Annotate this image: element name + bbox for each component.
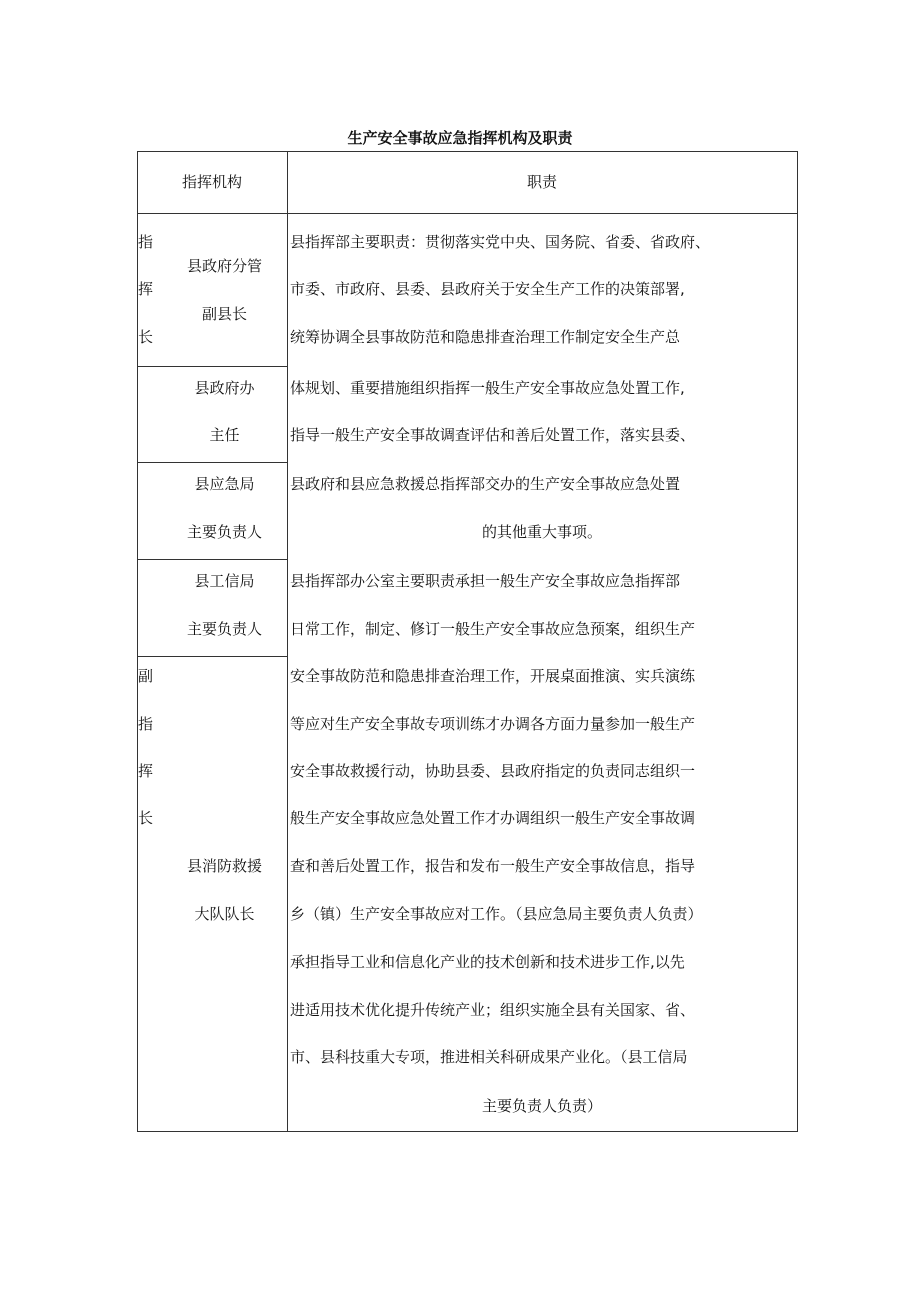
duty-line: 日常工作，制定、修订一般生产安全事故应急预案，组织生产 bbox=[290, 620, 696, 638]
commander-label-char: 长 bbox=[138, 328, 154, 346]
duty-line: 市委、市政府、县委、县政府关于安全生产工作的决策部署, bbox=[290, 280, 685, 298]
duty-line: 进适用技术优化提升传统产业；组织实施全县有关国家、省、 bbox=[290, 1001, 696, 1019]
duty-line: 县指挥部办公室主要职责承担一般生产安全事故应急指挥部 bbox=[290, 572, 681, 590]
member-name: 县政府办 bbox=[194, 379, 255, 397]
duty-line: 承担指导工业和信息化产业的技术创新和技术进步工作,以先 bbox=[290, 953, 685, 971]
deputy-label-char: 挥 bbox=[138, 762, 154, 780]
duty-line: 的其他重大事项。 bbox=[481, 523, 602, 541]
duty-line: 安全事故救援行动，协助县委、县政府指定的负责同志组织一 bbox=[290, 762, 696, 780]
row-divider bbox=[137, 559, 287, 560]
duty-line: 乡（镇）生产安全事故应对工作。（县应急局主要负责人负责） bbox=[290, 905, 703, 923]
row-divider bbox=[137, 656, 287, 657]
member-name: 主任 bbox=[209, 426, 240, 444]
header-duty: 职责 bbox=[526, 173, 557, 191]
deputy-label-char: 长 bbox=[138, 809, 154, 827]
duty-line: 安全事故防范和隐患排查治理工作，开展桌面推演、实兵演练 bbox=[290, 667, 696, 685]
member-name: 主要负责人 bbox=[186, 620, 262, 638]
table-border-bottom bbox=[137, 1131, 798, 1132]
duty-line: 县政府和县应急救援总指挥部交办的生产安全事故应急处置 bbox=[290, 475, 681, 493]
member-name: 主要负责人 bbox=[186, 523, 262, 541]
duty-line: 等应对生产安全事故专项训练才办调各方面力量参加一般生产 bbox=[290, 715, 696, 733]
column-divider bbox=[287, 151, 288, 1132]
header-org: 指挥机构 bbox=[181, 173, 242, 191]
table-border-top bbox=[137, 151, 798, 152]
duty-line: 般生产安全事故应急处置工作才办调组织一般生产安全事故调 bbox=[290, 809, 696, 827]
duty-line: 统筹协调全县事故防范和隐患排查治理工作制定安全生产总 bbox=[290, 328, 681, 346]
row-divider bbox=[137, 462, 287, 463]
duty-line: 指导一般生产安全事故调查评估和善后处置工作，落实县委、 bbox=[290, 426, 696, 444]
duty-line: 查和善后处置工作，报告和发布一般生产安全事故信息，指导 bbox=[290, 857, 696, 875]
member-name: 县工信局 bbox=[194, 572, 255, 590]
commander-name: 县政府分管 bbox=[186, 257, 262, 275]
duty-line: 体规划、重要措施组织指挥一般生产安全事故应急处置工作, bbox=[290, 379, 685, 397]
page-title: 生产安全事故应急指挥机构及职责 bbox=[347, 129, 573, 147]
member-name: 大队队长 bbox=[194, 905, 255, 923]
member-name: 县消防救援 bbox=[186, 857, 262, 875]
table-border-right bbox=[797, 151, 798, 1132]
deputy-label-char: 副 bbox=[138, 667, 154, 685]
deputy-label-char: 指 bbox=[138, 715, 154, 733]
row-divider bbox=[137, 366, 287, 367]
duty-line: 主要负责人负责） bbox=[481, 1097, 602, 1115]
commander-label-char: 挥 bbox=[138, 280, 154, 298]
member-name: 县应急局 bbox=[194, 475, 255, 493]
commander-name: 副县长 bbox=[201, 305, 247, 323]
header-divider bbox=[137, 213, 798, 214]
duty-line: 县指挥部主要职责：贯彻落实党中央、国务院、省委、省政府、 bbox=[290, 233, 711, 251]
commander-label-char: 指 bbox=[138, 233, 154, 251]
duty-line: 市、县科技重大专项，推进相关科研成果产业化。（县工信局 bbox=[290, 1048, 688, 1066]
